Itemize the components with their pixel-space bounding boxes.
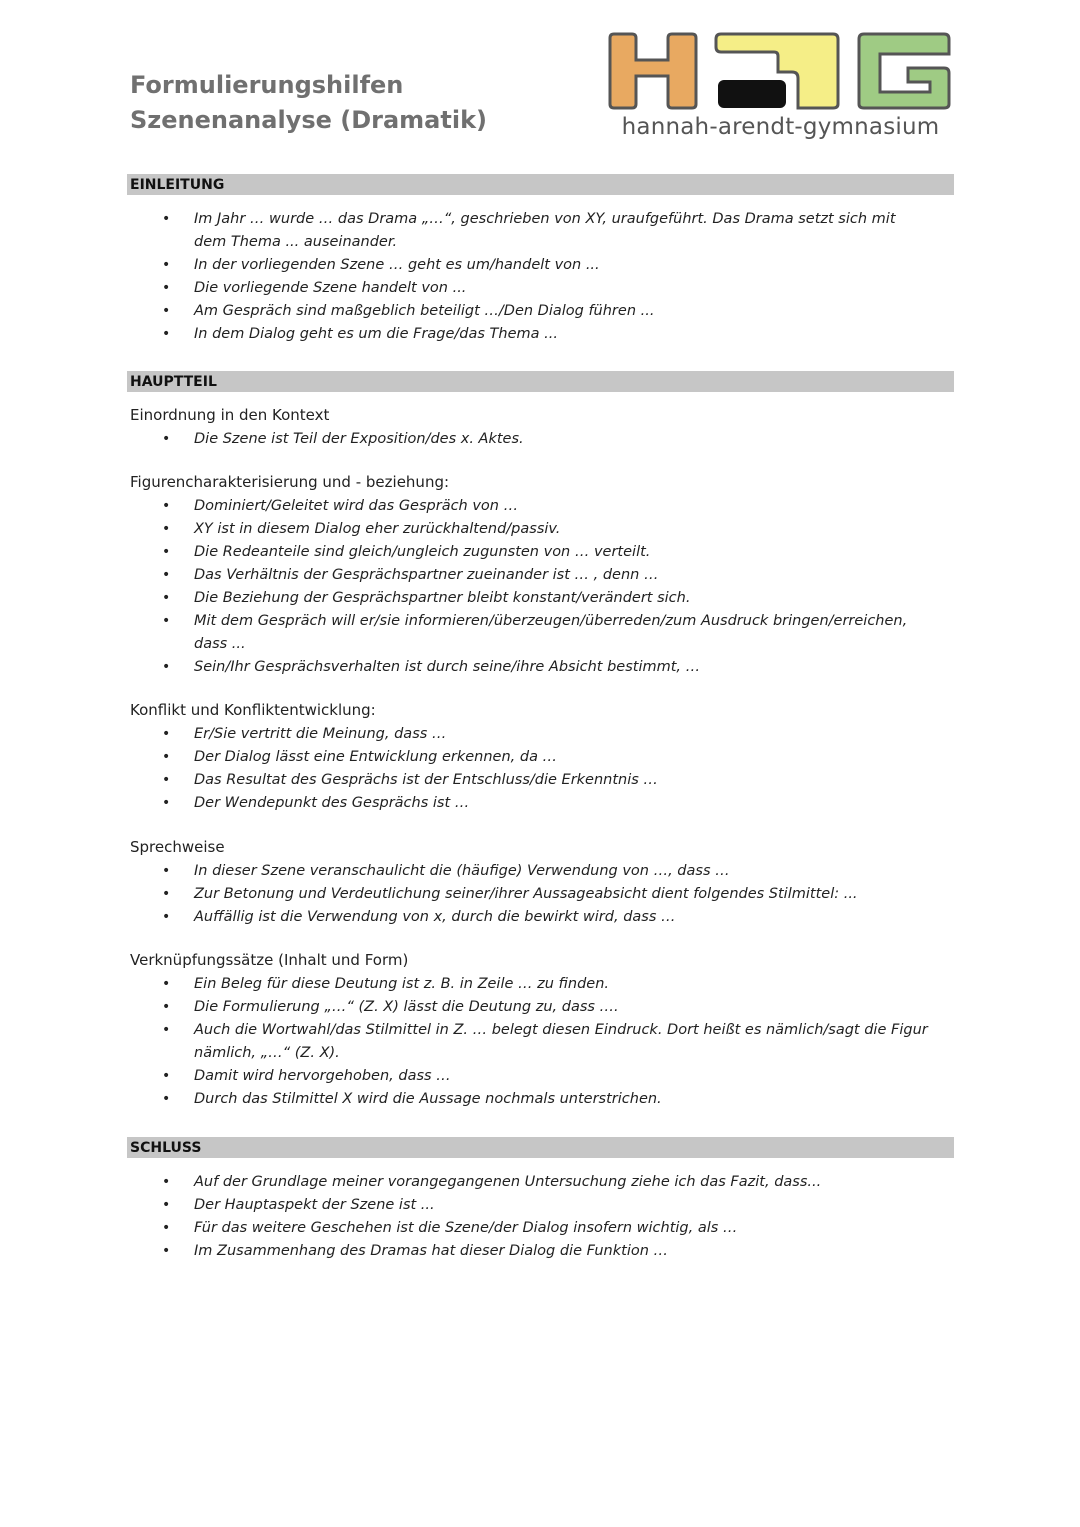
list-item-text: In dem Dialog geht es um die Frage/das Thema ... [194, 326, 558, 342]
kontext-list [160, 428, 930, 451]
subheading-kontext: Einordnung in den Kontext [130, 406, 330, 424]
list-item [160, 1019, 930, 1065]
list-item-text: Zur Betonung und Verdeutlichung seiner/ihrer Aussageabsicht dient folgendes Stilmittel: ... [194, 886, 858, 902]
bullet-icon: • [162, 1197, 171, 1213]
list-item [160, 906, 930, 929]
subheading-verknuepfung: Verknüpfungssätze (Inhalt und Form) [130, 951, 409, 969]
list-item [160, 860, 930, 883]
school-logo [608, 32, 953, 152]
list-item-text: Der Wendepunkt des Gesprächs ist … [194, 795, 470, 811]
list-item [160, 746, 930, 769]
bullet-icon: • [162, 1174, 171, 1190]
bullet-icon: • [162, 749, 171, 765]
list-item [160, 495, 930, 518]
list-item [160, 541, 930, 564]
bullet-icon: • [162, 521, 171, 537]
bullet-icon: • [162, 772, 171, 788]
list-item-text: In dieser Szene veranschaulicht die (häufige) Verwendung von …, dass … [194, 863, 730, 879]
list-item [160, 769, 930, 792]
list-item [160, 208, 930, 254]
list-item [160, 254, 930, 277]
list-item [160, 564, 930, 587]
bullet-icon: • [162, 544, 171, 560]
bullet-icon: • [162, 280, 171, 296]
list-item [160, 1065, 930, 1088]
subheading-figuren: Figurencharakterisierung und - beziehung: [130, 473, 450, 491]
subheading-konflikt: Konflikt und Konfliktentwicklung: [130, 701, 376, 719]
title-line-2: Szenenanalyse (Dramatik) [130, 106, 487, 134]
einleitung-list [160, 208, 930, 346]
title-line-1: Formulierungshilfen [130, 71, 404, 99]
list-item [160, 792, 930, 815]
list-item-text: Das Verhältnis der Gesprächspartner zueinander ist … , denn … [194, 567, 659, 583]
bullet-icon: • [162, 659, 171, 675]
list-item-text: Damit wird hervorgehoben, dass … [194, 1068, 451, 1084]
list-item-text: Die Szene ist Teil der Exposition/des x. Aktes. [194, 431, 524, 447]
bullet-icon: • [162, 498, 171, 514]
hag-logo-mark [608, 32, 953, 114]
bullet-icon: • [162, 726, 171, 742]
list-item [160, 996, 930, 1019]
list-item-text: Der Hauptaspekt der Szene ist ... [194, 1197, 435, 1213]
bullet-icon: • [162, 976, 171, 992]
list-item-text: Im Zusammenhang des Dramas hat dieser Dialog die Funktion … [194, 1243, 669, 1259]
schluss-list [160, 1171, 930, 1263]
list-item-text: Die Beziehung der Gesprächspartner bleibt konstant/verändert sich. [194, 590, 691, 606]
list-item-text: Auffällig ist die Verwendung von x, durch die bewirkt wird, dass … [194, 909, 676, 925]
bullet-icon: • [162, 211, 171, 227]
list-item [160, 1194, 930, 1217]
list-item [160, 323, 930, 346]
list-item-text: XY ist in diesem Dialog eher zurückhaltend/passiv. [194, 521, 561, 537]
bullet-icon: • [162, 303, 171, 319]
list-item [160, 1171, 930, 1194]
list-item [160, 277, 930, 300]
list-item [160, 587, 930, 610]
list-item-text: Das Resultat des Gesprächs ist der Entschluss/die Erkenntnis … [194, 772, 658, 788]
list-item-text: Er/Sie vertritt die Meinung, dass … [194, 726, 447, 742]
section-heading-hauptteil: HAUPTTEIL [127, 371, 954, 392]
bullet-icon: • [162, 567, 171, 583]
sprechweise-list [160, 860, 930, 929]
list-item-text: Im Jahr … wurde … das Drama „…“, geschrieben von XY, uraufgeführt. Das Drama setzt sich mit dem Thema ... auseinander. [194, 211, 896, 250]
list-item-text: Die Redeanteile sind gleich/ungleich zugunsten von … verteilt. [194, 544, 651, 560]
list-item [160, 1088, 930, 1111]
list-item [160, 300, 930, 323]
list-item [160, 1240, 930, 1263]
konflikt-list [160, 723, 930, 815]
bullet-icon: • [162, 590, 171, 606]
section-heading-schluss: SCHLUSS [127, 1137, 954, 1158]
bullet-icon: • [162, 795, 171, 811]
list-item-text: Ein Beleg für diese Deutung ist z. B. in Zeile … zu finden. [194, 976, 610, 992]
bullet-icon: • [162, 1243, 171, 1259]
page-title [130, 68, 487, 138]
list-item-text: Sein/Ihr Gesprächsverhalten ist durch seine/ihre Absicht bestimmt, … [194, 659, 701, 675]
list-item-text: Durch das Stilmittel X wird die Aussage nochmals unterstrichen. [194, 1091, 662, 1107]
subheading-sprechweise: Sprechweise [130, 838, 225, 856]
figuren-list [160, 495, 930, 679]
bullet-icon: • [162, 431, 171, 447]
list-item-text: Für das weitere Geschehen ist die Szene/der Dialog insofern wichtig, als … [194, 1220, 738, 1236]
list-item [160, 610, 930, 656]
bullet-icon: • [162, 1022, 171, 1038]
bullet-icon: • [162, 613, 171, 629]
bullet-icon: • [162, 999, 171, 1015]
bullet-icon: • [162, 863, 171, 879]
bullet-icon: • [162, 1220, 171, 1236]
list-item-text: Der Dialog lässt eine Entwicklung erkennen, da … [194, 749, 558, 765]
list-item-text: Auch die Wortwahl/das Stilmittel in Z. … belegt diesen Eindruck. Dort heißt es nämlich/sagt die Figur nämlich, „…“ (Z. X). [194, 1022, 928, 1061]
list-item [160, 723, 930, 746]
section-heading-einleitung: EINLEITUNG [127, 174, 954, 195]
bullet-icon: • [162, 909, 171, 925]
list-item-text: Auf der Grundlage meiner vorangegangenen Untersuchung ziehe ich das Fazit, dass... [194, 1174, 822, 1190]
bullet-icon: • [162, 1091, 171, 1107]
verknuepfung-list [160, 973, 930, 1111]
bullet-icon: • [162, 1068, 171, 1084]
bullet-icon: • [162, 326, 171, 342]
bullet-icon: • [162, 257, 171, 273]
list-item [160, 883, 930, 906]
list-item-text: Dominiert/Geleitet wird das Gespräch von … [194, 498, 519, 514]
logo-text: hannah-arendt-gymnasium [621, 114, 940, 140]
list-item-text: Mit dem Gespräch will er/sie informieren/überzeugen/überreden/zum Ausdruck bringen/erreichen, dass ... [194, 613, 908, 652]
list-item [160, 656, 930, 679]
list-item [160, 1217, 930, 1240]
bullet-icon: • [162, 886, 171, 902]
list-item-text: In der vorliegenden Szene … geht es um/handelt von ... [194, 257, 600, 273]
list-item-text: Am Gespräch sind maßgeblich beteiligt …/Den Dialog führen ... [194, 303, 655, 319]
list-item [160, 518, 930, 541]
list-item [160, 973, 930, 996]
list-item-text: Die vorliegende Szene handelt von ... [194, 280, 467, 296]
list-item-text: Die Formulierung „…“ (Z. X) lässt die Deutung zu, dass …. [194, 999, 619, 1015]
list-item [160, 428, 930, 451]
